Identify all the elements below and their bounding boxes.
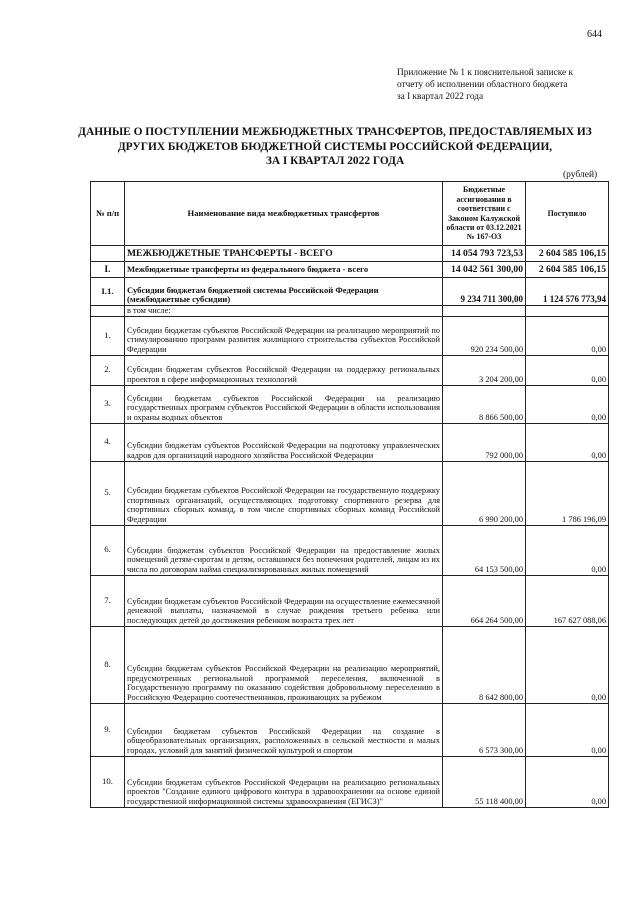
cell-num: 9. bbox=[91, 703, 125, 756]
cell-num: 2. bbox=[91, 355, 125, 385]
cell-num: 4. bbox=[91, 423, 125, 461]
cell-num: 1. bbox=[91, 316, 125, 355]
cell-name: Субсидии бюджетам бюджетной системы Российской Федерации (межбюджетные субсидии) bbox=[125, 278, 443, 306]
header-row bbox=[91, 182, 609, 246]
table-row bbox=[91, 355, 609, 385]
cell-assigned: 14 042 561 300,00 bbox=[443, 262, 526, 278]
title-line: ДРУГИХ БЮДЖЕТОВ БЮДЖЕТНОЙ СИСТЕМЫ РОССИЙСКОЙ ФЕДЕРАЦИИ, bbox=[117, 140, 553, 153]
cell-received: 0,00 bbox=[526, 316, 609, 355]
appendix-note bbox=[397, 67, 612, 103]
cell-name: Субсидии бюджетам субъектов Российской Федерации на реализацию государственных программ субъектов Российской Федерации в области использования и охраны водных объектов bbox=[125, 385, 443, 423]
cell-name: МЕЖБЮДЖЕТНЫЕ ТРАНСФЕРТЫ - ВСЕГО bbox=[125, 246, 443, 262]
cell-assigned: 6 990 200,00 bbox=[443, 461, 526, 525]
cell-name: Субсидии бюджетам субъектов Российской Федерации на предоставление жилых помещений детям-сиротам и детям, оставшимся без попечения родителей, лицам из их числа по договорам найма специализированных жилых помещений bbox=[125, 525, 443, 575]
table-row bbox=[91, 423, 609, 461]
cell-received: 0,00 bbox=[526, 525, 609, 575]
cell-received: 2 604 585 106,15 bbox=[526, 246, 609, 262]
table-row bbox=[91, 703, 609, 756]
cell-received: 0,00 bbox=[526, 626, 609, 703]
table-row bbox=[91, 575, 609, 626]
including-label: в том числе: bbox=[125, 306, 443, 317]
cell-num: 7. bbox=[91, 575, 125, 626]
column-header-received: Поступило bbox=[526, 182, 609, 246]
section-row bbox=[91, 262, 609, 278]
units-label: (рублей) bbox=[563, 170, 598, 180]
cell-assigned: 3 204 200,00 bbox=[443, 355, 526, 385]
cell-name: Субсидии бюджетам субъектов Российской Федерации на реализацию мероприятий по стимулированию программ развития жилищного строительства субъектов Российской Федерации bbox=[125, 316, 443, 355]
including-row bbox=[91, 306, 609, 317]
cell-num: 5. bbox=[91, 461, 125, 525]
cell-num: 10. bbox=[91, 756, 125, 807]
cell-received: 167 627 088,06 bbox=[526, 575, 609, 626]
cell-assigned: 64 153 500,00 bbox=[443, 525, 526, 575]
cell-assigned: 792 000,00 bbox=[443, 423, 526, 461]
table-row bbox=[91, 385, 609, 423]
cell-received: 1 124 576 773,94 bbox=[526, 278, 609, 306]
cell-num: 6. bbox=[91, 525, 125, 575]
cell-received: 0,00 bbox=[526, 355, 609, 385]
page-number: 644 bbox=[587, 29, 602, 40]
cell-assigned: 8 866 500,00 bbox=[443, 385, 526, 423]
title-line: ДАННЫЕ О ПОСТУПЛЕНИИ МЕЖБЮДЖЕТНЫХ ТРАНСФЕРТОВ, ПРЕДОСТАВЛЯЕМЫХ ИЗ bbox=[78, 126, 592, 138]
cell-assigned: 8 642 800,00 bbox=[443, 626, 526, 703]
cell-num: I. bbox=[91, 262, 125, 278]
appendix-line: Приложение № 1 к пояснительной записке к bbox=[397, 68, 574, 78]
cell-assigned: 664 264 500,00 bbox=[443, 575, 526, 626]
cell-received: 1 786 196,09 bbox=[526, 461, 609, 525]
column-header-name: Наименование вида межбюджетных трансфертов bbox=[125, 182, 443, 246]
cell-received: 0,00 bbox=[526, 423, 609, 461]
table-row bbox=[91, 316, 609, 355]
table-row bbox=[91, 626, 609, 703]
title-line: ЗА I КВАРТАЛ 2022 ГОДА bbox=[265, 155, 405, 167]
cell-name: Субсидии бюджетам субъектов Российской Федерации на осуществление ежемесячной денежной выплаты, назначаемой в случае рождения третьего ребенка или последующих детей до достижения ребенком возраста трех лет bbox=[125, 575, 443, 626]
column-header-num: № п/п bbox=[91, 182, 125, 246]
cell-name: Субсидии бюджетам субъектов Российской Федерации на поддержку региональных проектов в сфере информационных технологий bbox=[125, 355, 443, 385]
table-row bbox=[91, 525, 609, 575]
cell-name: Субсидии бюджетам субъектов Российской Федерации на создание в общеобразовательных организациях, расположенных в сельской местности и малых городах, условий для занятий физической культурой и спортом bbox=[125, 703, 443, 756]
cell-num: 8. bbox=[91, 626, 125, 703]
cell-name: Субсидии бюджетам субъектов Российской Федерации на реализацию региональных проектов "Создание единого цифрового контура в здравоохранении на основе единой государственной информационной системы здравоохранения (ЕГИСЗ)" bbox=[125, 756, 443, 807]
subsection-row bbox=[91, 278, 609, 306]
cell-assigned: 9 234 711 300,00 bbox=[443, 278, 526, 306]
cell-assigned: 55 118 400,00 bbox=[443, 756, 526, 807]
cell-assigned: 14 054 793 723,53 bbox=[443, 246, 526, 262]
total-row bbox=[91, 246, 609, 262]
cell-name: Субсидии бюджетам субъектов Российской Федерации на подготовку управленческих кадров для организаций народного хозяйства Российской Федерации bbox=[125, 423, 443, 461]
cell-received: 0,00 bbox=[526, 756, 609, 807]
document-title bbox=[70, 125, 600, 169]
cell-received: 2 604 585 106,15 bbox=[526, 262, 609, 278]
cell-name: Субсидии бюджетам субъектов Российской Федерации на государственную поддержку спортивных организаций, осуществляющих подготовку спортивного резерва для спортивных сборных команд, в том числе спортивных сборных команд Российской Федерации bbox=[125, 461, 443, 525]
appendix-line: за I квартал 2022 года bbox=[397, 92, 484, 102]
cell-received: 0,00 bbox=[526, 385, 609, 423]
cell-num: I.1. bbox=[91, 278, 125, 306]
appendix-line: отчету об исполнении областного бюджета bbox=[397, 80, 568, 90]
cell-name: Межбюджетные трансферты из федерального бюджета - всего bbox=[125, 262, 443, 278]
table-row bbox=[91, 461, 609, 525]
cell-num bbox=[91, 246, 125, 262]
transfers-table bbox=[90, 181, 609, 808]
cell-assigned: 920 234 500,00 bbox=[443, 316, 526, 355]
cell-received: 0,00 bbox=[526, 703, 609, 756]
column-header-assigned: Бюджетные ассигнования в соответствии с Законом Калужской области от 03.12.2021 № 167-ОЗ bbox=[443, 182, 526, 246]
cell-name: Субсидии бюджетам субъектов Российской Федерации на реализацию мероприятий, предусмотренных региональной программой переселения, включенной в Государственную программу по оказанию содействия добровольному переселению в Российскую Федерацию соотечественников, проживающих за рубежом bbox=[125, 626, 443, 703]
table-row bbox=[91, 756, 609, 807]
cell-assigned: 6 573 300,00 bbox=[443, 703, 526, 756]
cell-num: 3. bbox=[91, 385, 125, 423]
